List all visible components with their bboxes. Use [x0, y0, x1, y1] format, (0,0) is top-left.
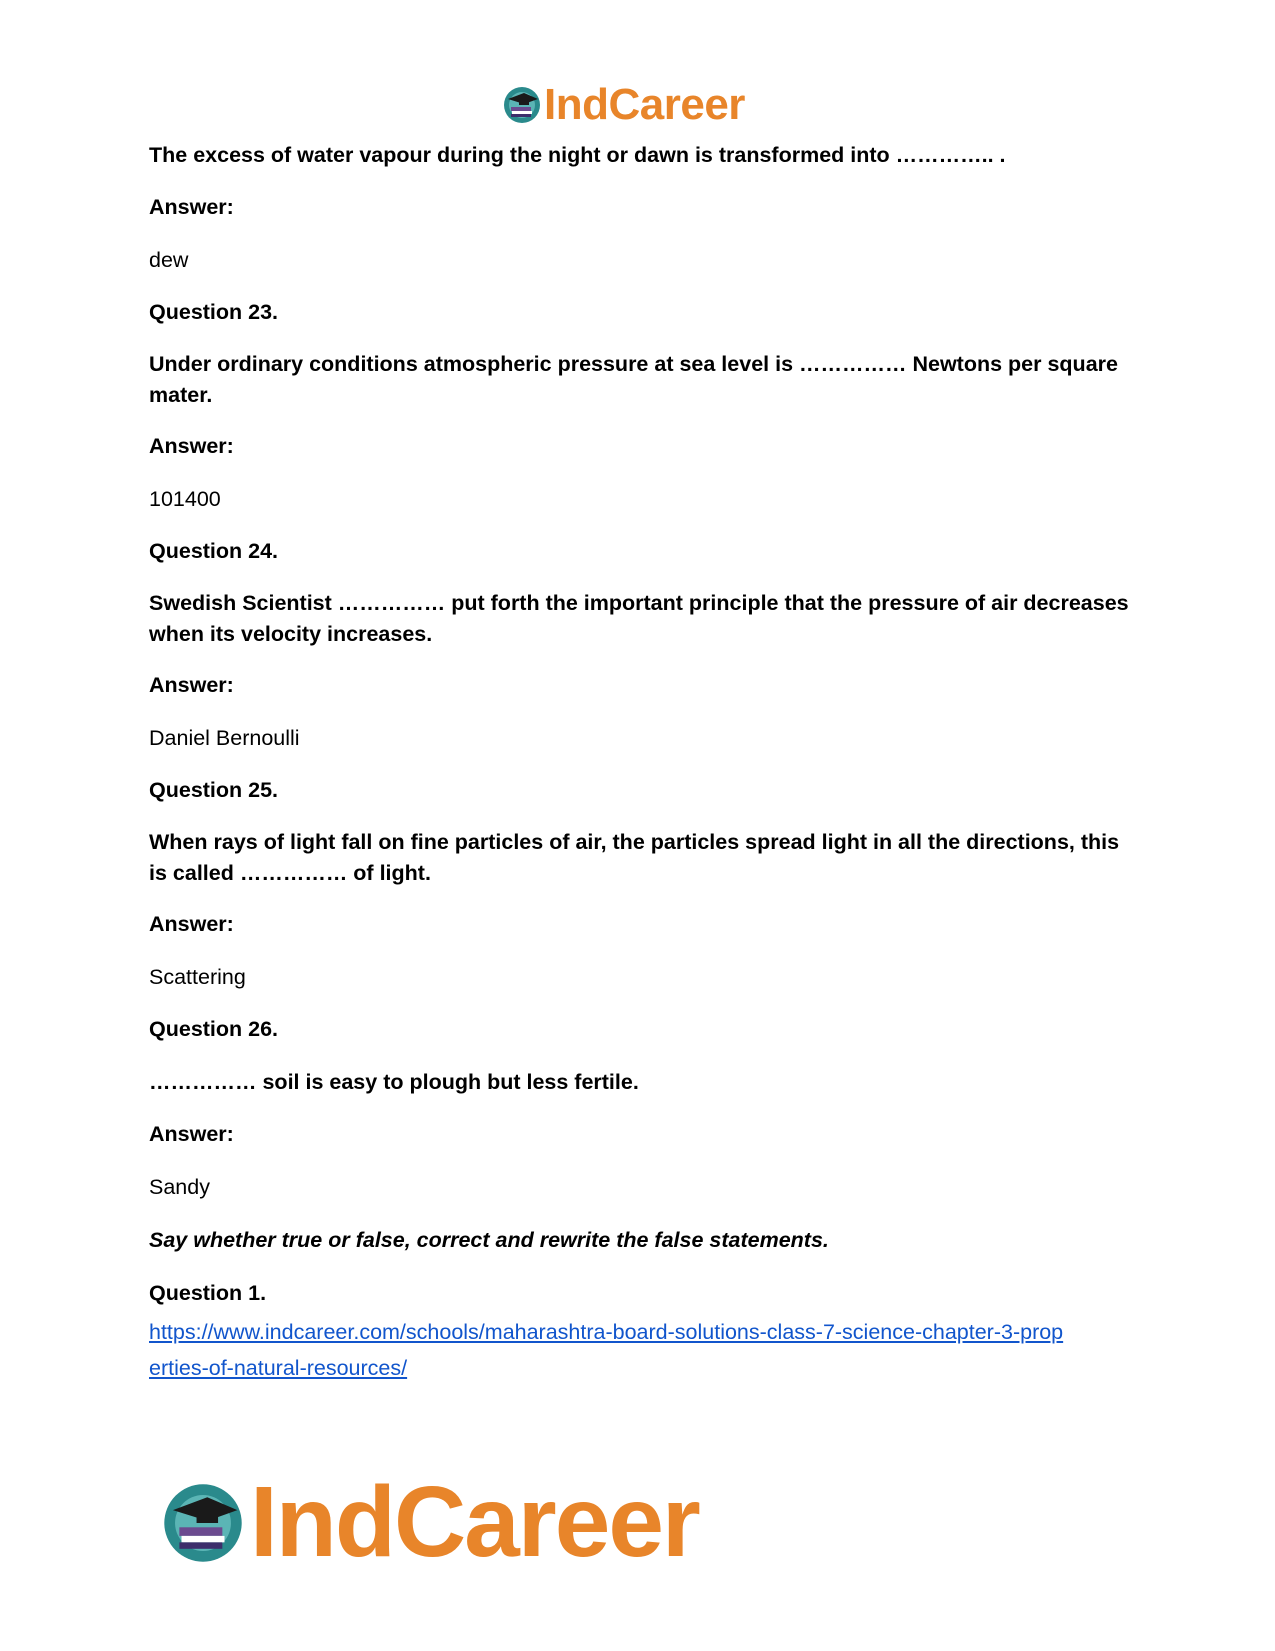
logo-text: IndCareer: [250, 1466, 699, 1578]
answer-text: 101400: [149, 487, 221, 511]
question-heading: Question 23.: [149, 300, 279, 324]
answer-label: Answer:: [149, 1122, 234, 1146]
answer-label: Answer:: [149, 195, 234, 219]
answer-text: Scattering: [149, 965, 246, 989]
answer-label: Answer:: [149, 434, 234, 458]
fill-blank-question: Under ordinary conditions atmospheric pressure at sea level is …………… Newtons per square mater.: [149, 352, 1118, 407]
section-instruction: Say whether true or false, correct and rewrite the false statements.: [149, 1228, 829, 1252]
answer-label: Answer:: [149, 912, 234, 936]
source-link-line-1[interactable]: https://www.indcareer.com/schools/maharashtra-board-solutions-class-7-science-chapter-3-prop: [149, 1320, 1064, 1344]
question-heading: Question 25.: [149, 778, 279, 802]
question-heading: Question 24.: [149, 539, 279, 563]
logo-text: IndCareer: [544, 80, 745, 129]
answer-text: Daniel Bernoulli: [149, 726, 300, 750]
fill-blank-question: The excess of water vapour during the night or dawn is transformed into ………….. .: [149, 143, 1006, 167]
graduation-book-icon: [160, 1480, 246, 1566]
header-logo: [502, 80, 745, 130]
graduation-book-icon: [502, 85, 542, 125]
question-heading: Question 1.: [149, 1281, 267, 1305]
answer-label: Answer:: [149, 673, 234, 697]
answer-text: Sandy: [149, 1175, 210, 1199]
fill-blank-question: When rays of light fall on fine particles of air, the particles spread light in all the directions, this is called …………… of light.: [149, 830, 1120, 885]
question-heading: Question 26.: [149, 1017, 279, 1041]
source-link[interactable]: [149, 1314, 1149, 1386]
answer-text: dew: [149, 248, 189, 272]
fill-blank-question: …………… soil is easy to plough but less fertile.: [149, 1070, 639, 1094]
footer-logo: [160, 1465, 699, 1580]
source-link-line-2[interactable]: erties-of-natural-resources/: [149, 1356, 408, 1380]
fill-blank-question: Swedish Scientist …………… put forth the important principle that the pressure of air decreases when its velocity increases.: [149, 591, 1129, 646]
